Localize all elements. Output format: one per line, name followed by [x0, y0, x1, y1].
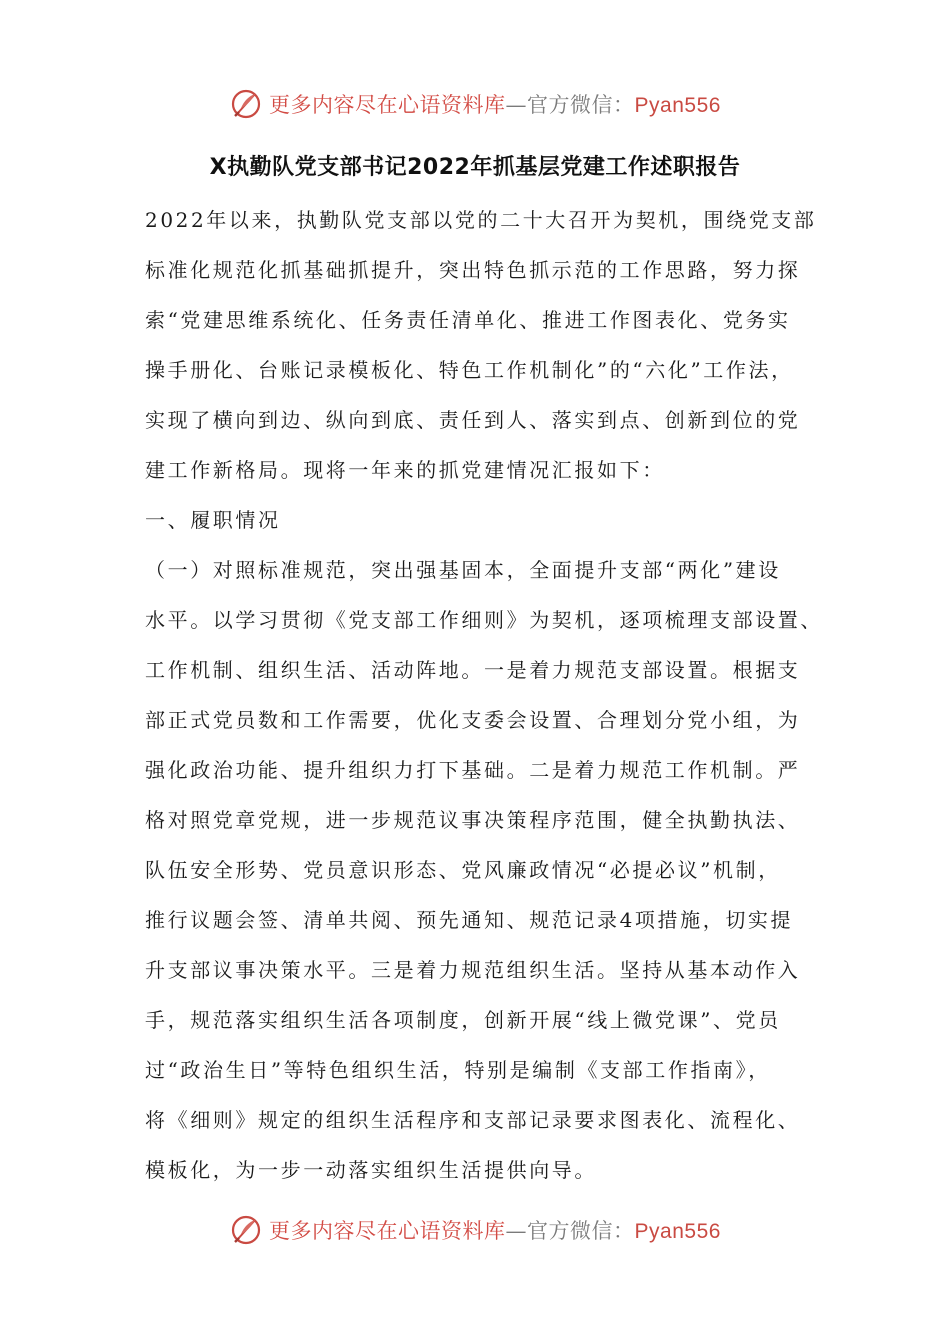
document-title: X执勤队党支部书记2022年抓基层党建工作述职报告: [209, 155, 741, 180]
body-line: 水平。以学习贯彻《党支部工作细则》为契机，逐项梳理支部设置、: [145, 608, 823, 632]
watermark-contact-id: Pyan556: [634, 94, 721, 117]
body-line: 索“党建思维系统化、任务责任清单化、推进工作图表化、党务实: [145, 308, 791, 332]
body-line: 工作机制、组织生活、活动阵地。一是着力规范支部设置。根据支: [145, 658, 801, 682]
watermark-text: [269, 89, 721, 119]
body-line: 部正式党员数和工作需要，优化支委会设置、合理划分党小组，为: [145, 708, 801, 732]
body-line: （一）对照标准规范，突出强基固本，全面提升支部“两化”建设: [145, 558, 781, 582]
section-heading: 一、履职情况: [145, 508, 281, 532]
body-line: 过“政治生日”等特色组织生活，特别是编制《支部工作指南》，: [145, 1058, 771, 1082]
body-line: 手，规范落实组织生活各项制度，创新开展“线上微党课”、党员: [145, 1008, 781, 1032]
body-line: 升支部议事决策水平。三是着力规范组织生活。坚持从基本动作入: [145, 958, 801, 982]
watermark-contact-label: 官方微信：: [527, 1219, 635, 1243]
quill-logo-icon: [229, 87, 263, 121]
body-line: 将《细则》规定的组织生活程序和支部记录要求图表化、流程化、: [145, 1108, 801, 1132]
body-line: 2022年以来，执勤队党支部以党的二十大召开为契机，围绕党支部: [145, 208, 817, 232]
watermark-contact-id: Pyan556: [634, 1220, 721, 1243]
watermark-brand: 更多内容尽在心语资料库: [269, 1219, 506, 1243]
body-line: 操手册化、台账记录模板化、特色工作机制化”的“六化”工作法，: [145, 358, 794, 382]
body-line: 强化政治功能、提升组织力打下基础。二是着力规范工作机制。严: [145, 758, 801, 782]
body-line: 建工作新格局。现将一年来的抓党建情况汇报如下：: [145, 458, 665, 482]
body-line: 推行议题会签、清单共阅、预先通知、规范记录4项措施，切实提: [145, 908, 794, 932]
body-line: 实现了横向到边、纵向到底、责任到人、落实到点、创新到位的党: [145, 408, 801, 432]
watermark-separator: —: [505, 93, 528, 117]
body-line: 格对照党章党规，进一步规范议事决策程序范围，健全执勤执法、: [145, 808, 801, 832]
quill-logo-icon: [229, 1213, 263, 1247]
watermark-contact-label: 官方微信：: [527, 93, 635, 117]
document-body: [145, 200, 825, 1200]
body-line: 标准化规范化抓基础抓提升，突出特色抓示范的工作思路，努力探: [145, 258, 801, 282]
watermark-text: [269, 1215, 721, 1245]
watermark-brand: 更多内容尽在心语资料库: [269, 93, 506, 117]
footer-watermark: [0, 1210, 950, 1250]
watermark-separator: —: [505, 1219, 528, 1243]
body-line: 模板化，为一步一动落实组织生活提供向导。: [145, 1158, 597, 1182]
body-line: 队伍安全形势、党员意识形态、党风廉政情况“必提必议”机制，: [145, 858, 781, 882]
header-watermark: [0, 84, 950, 124]
